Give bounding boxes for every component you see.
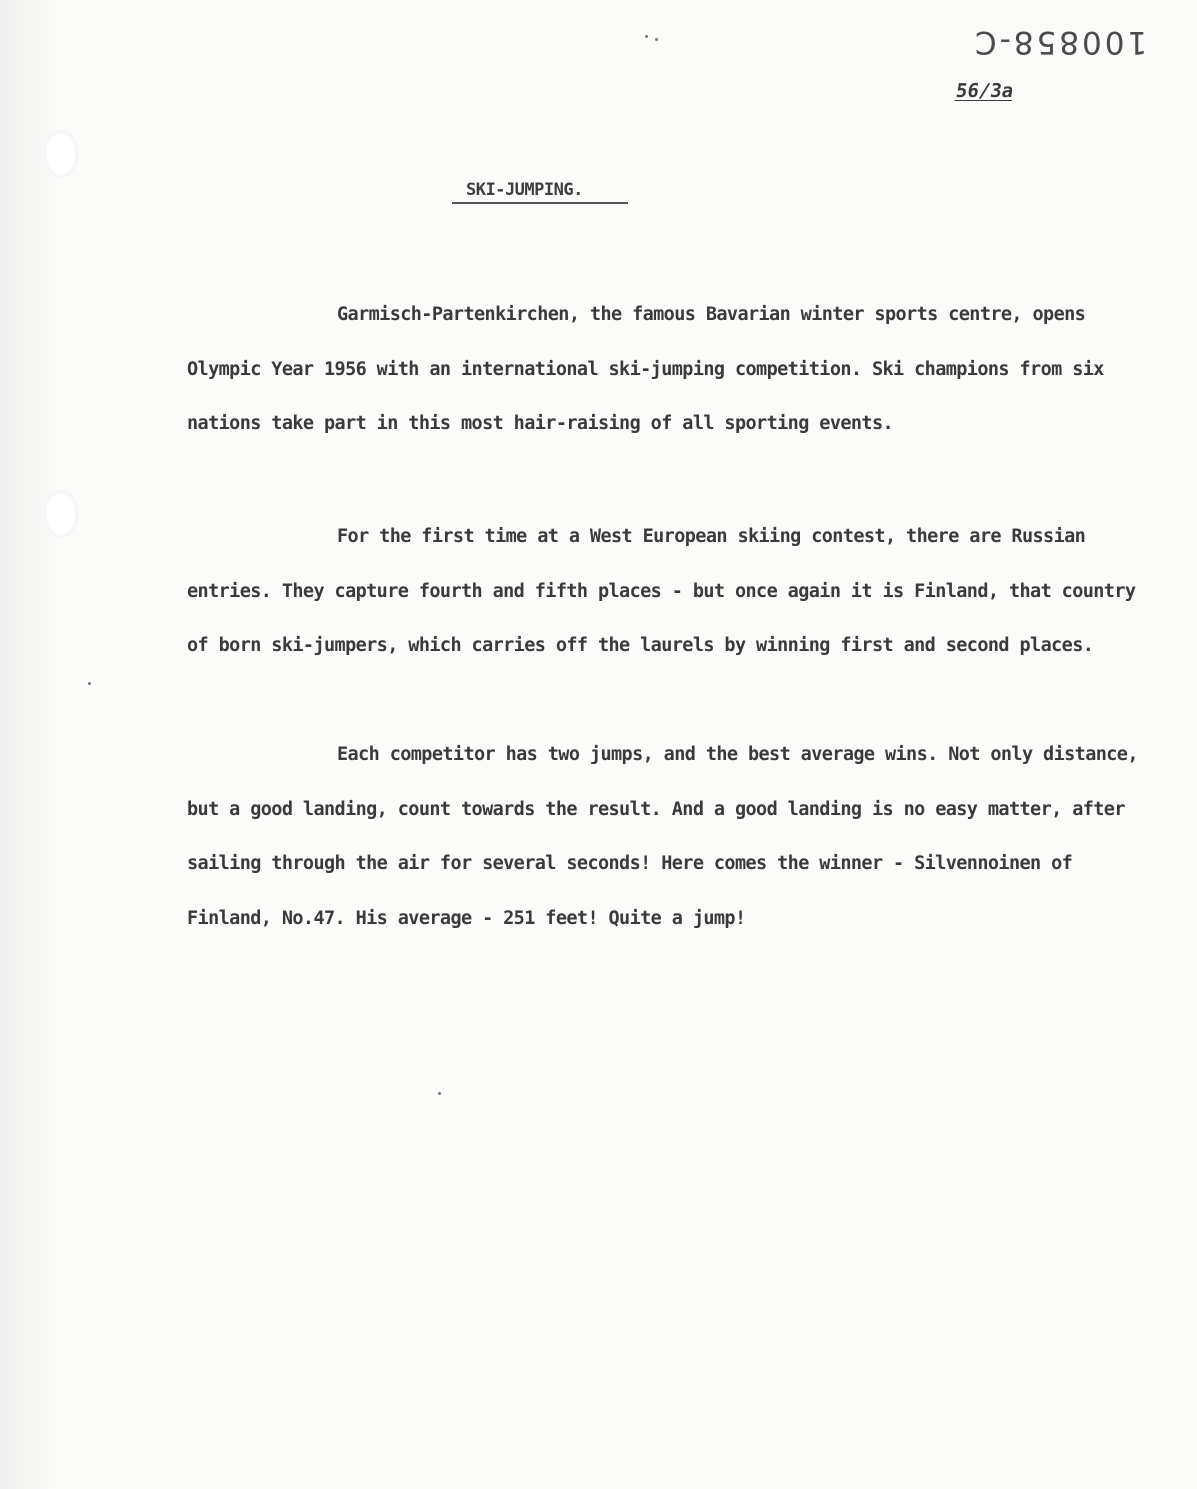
handwritten-reference-number: 100858-C bbox=[972, 24, 1148, 60]
punch-hole bbox=[44, 130, 78, 178]
paragraph-1: Garmisch-Partenkirchen, the famous Bavarian winter sports centre, opens Olympic Year 1956 with an international ski-jumping competition. Ski champions from six nations take part in this most hair-raising of all sporting events. bbox=[187, 304, 1104, 434]
scan-speck bbox=[438, 1092, 441, 1095]
scan-speck bbox=[655, 38, 658, 41]
paragraph-3: Each competitor has two jumps, and the best average wins. Not only distance, but a good landing, count towards the result. And a good landing is no easy matter, after sailing through the air for several seconds! Here comes the winner - Silvennoinen of Finland, No.47. His average - 251 feet! Quite a jump! bbox=[187, 744, 1138, 929]
paragraph-2: For the first time at a West European skiing contest, there are Russian entries. They capture fourth and fifth places - but once again it is Finland, that country of born ski-jumpers, which carries off the laurels by winning first and second places. bbox=[187, 526, 1136, 656]
document-title: SKI-JUMPING. bbox=[452, 180, 628, 204]
scan-speck bbox=[88, 682, 91, 685]
page-number: 56/3a bbox=[954, 80, 1015, 102]
scan-speck bbox=[645, 35, 648, 38]
punch-hole bbox=[44, 490, 78, 538]
